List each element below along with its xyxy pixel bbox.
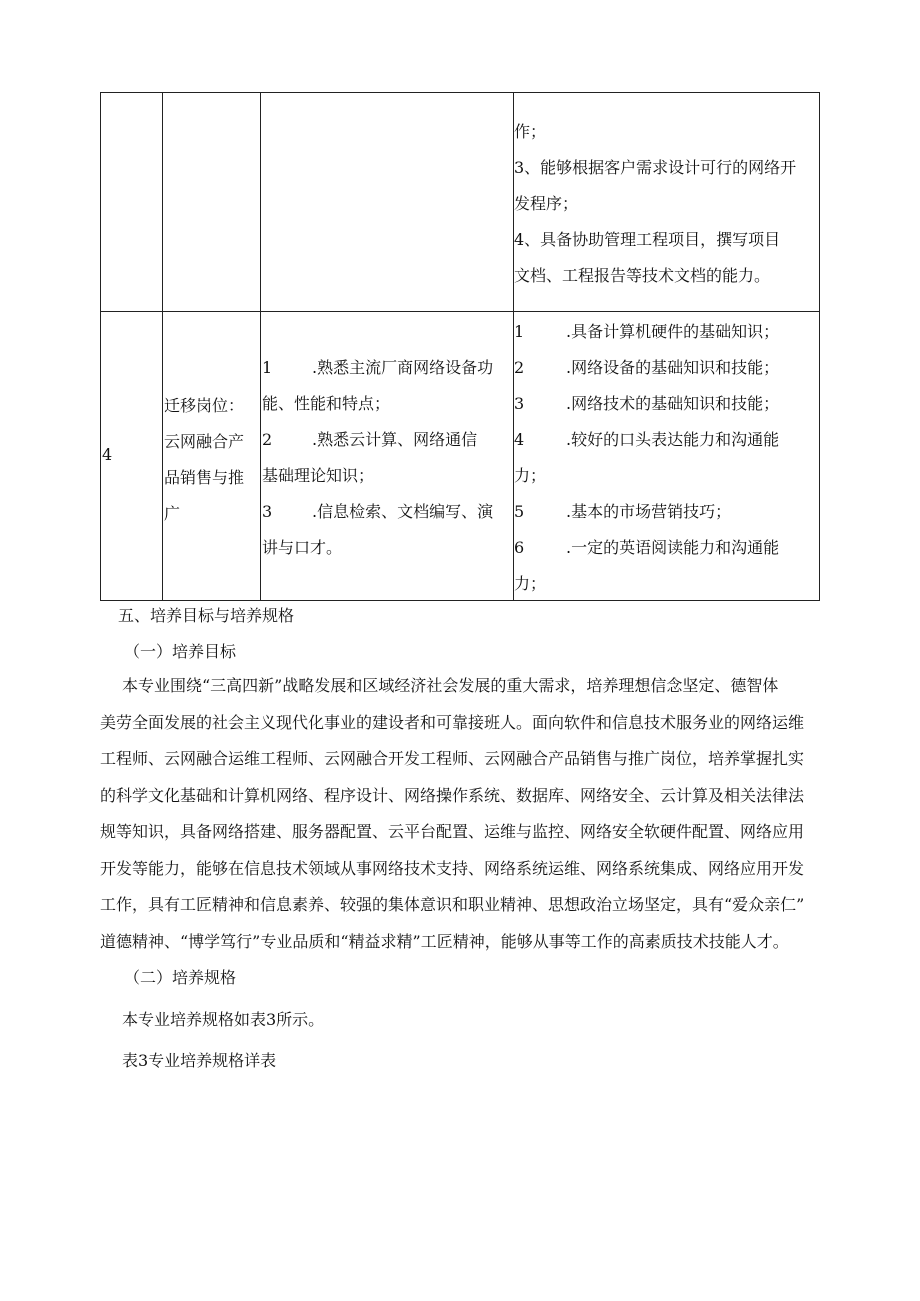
ability-line: 文档、工程报告等技术文档的能力。 <box>514 266 771 285</box>
goal-line: 本专业围绕“三高四新”战略发展和区域经济社会发展的重大需求，培养理想信念坚定、德智体 <box>122 676 779 695</box>
competence-cont: 基础理论知识； <box>262 466 375 485</box>
item-text: .信息检索、文档编写、演 <box>312 502 494 521</box>
ability-line: 3、能够根据客户需求设计可行的网络开 <box>514 158 797 177</box>
item-text: .一定的英语阅读能力和沟通能 <box>566 538 780 557</box>
item-number: 6 <box>514 538 525 557</box>
item-text: .熟悉云计算、网络通信 <box>312 430 478 449</box>
goal-line: 规等知识，具备网络搭建、服务器配置、云平台配置、运维与监控、网络安全软硬件配置、网络应用 <box>100 822 805 841</box>
post-cell <box>164 388 244 532</box>
item-text: .网络技术的基础知识和技能； <box>566 394 780 413</box>
ability-cont: 力； <box>514 574 547 593</box>
item-text: .熟悉主流厂商网络设备功 <box>312 358 494 377</box>
abilities-cell <box>514 314 819 593</box>
ability-item <box>514 350 819 386</box>
ability-item <box>514 494 819 530</box>
goal-line: 工程师、云网融合运维工程师、云网融合开发工程师、云网融合产品销售与推广岗位，培养掌握扎实 <box>100 749 805 768</box>
goal-line: 开发等能力，能够在信息技术领域从事网络技术支持、网络系统运维、网络系统集成、网络应用开发 <box>100 858 805 878</box>
col-border-1 <box>162 92 163 601</box>
ability-item <box>514 386 819 422</box>
goal-line: 道德精神、“博学笃行”专业品质和“精益求精”工匠精神，能够从事等工作的高素质技术技能人才。 <box>100 931 789 951</box>
post-line: 迁移岗位： <box>164 396 245 415</box>
row-divider <box>100 311 820 312</box>
section-heading: 五、培养目标与培养规格 <box>118 606 295 625</box>
subsection-goal-heading: （一）培养目标 <box>124 642 237 661</box>
goal-line: 的科学文化基础和计算机网络、程序设计、网络操作系统、数据库、网络安全、云计算及相关法律法 <box>100 785 805 805</box>
spec-text: 本专业培养规格如表3所示。 <box>122 1010 325 1029</box>
ability-item <box>514 422 819 458</box>
subsection-spec-heading: （二）培养规格 <box>124 968 237 987</box>
competence-cell <box>262 350 514 566</box>
post-line: 品销售与推 <box>164 468 245 487</box>
competence-cont: 讲与口才。 <box>262 538 343 557</box>
competence-item <box>262 422 514 458</box>
item-number: 2 <box>514 358 525 377</box>
item-text: .具备计算机硬件的基础知识； <box>566 322 780 341</box>
competence-cont: 能、性能和特点； <box>262 394 391 413</box>
post-line: 云网融合产 <box>164 432 245 451</box>
goal-paragraph <box>100 668 834 960</box>
competence-item <box>262 350 514 386</box>
post-line: 广 <box>164 504 181 523</box>
item-number: 3 <box>514 394 525 413</box>
goal-line: 工作，具有工匠精神和信息素养、较强的集体意识和职业精神、思想政治立场坚定，具有“爱众亲仁” <box>100 895 805 914</box>
item-number: 1 <box>514 322 525 341</box>
col-border-2 <box>260 92 261 601</box>
item-text: .基本的市场营销技巧； <box>566 502 732 521</box>
ability-line: 作； <box>514 122 547 141</box>
item-text: .较好的口头表达能力和沟通能 <box>566 430 780 449</box>
goal-line: 美劳全面发展的社会主义现代化事业的建设者和可靠接班人。面向软件和信息技术服务业的网络运维 <box>100 712 805 732</box>
top-row-abilities <box>514 114 796 294</box>
ability-line: 4、具备协助管理工程项目，撰写项目 <box>514 230 781 249</box>
item-text: .网络设备的基础知识和技能； <box>566 358 780 377</box>
ability-item <box>514 530 819 566</box>
item-number: 3 <box>262 502 273 521</box>
ability-cont: 力； <box>514 466 547 485</box>
ability-line: 发程序； <box>514 194 579 213</box>
item-number: 2 <box>262 430 273 449</box>
item-number: 4 <box>514 430 525 449</box>
training-table <box>0 0 920 620</box>
item-number: 5 <box>514 502 525 521</box>
row-index: 4 <box>102 445 113 464</box>
item-number: 1 <box>262 358 273 377</box>
table-caption: 表3专业培养规格详表 <box>122 1051 277 1070</box>
competence-item <box>262 494 514 530</box>
ability-item <box>514 314 819 350</box>
col-border-0 <box>100 92 101 601</box>
table-top-border <box>100 92 820 93</box>
col-border-4 <box>819 92 820 601</box>
